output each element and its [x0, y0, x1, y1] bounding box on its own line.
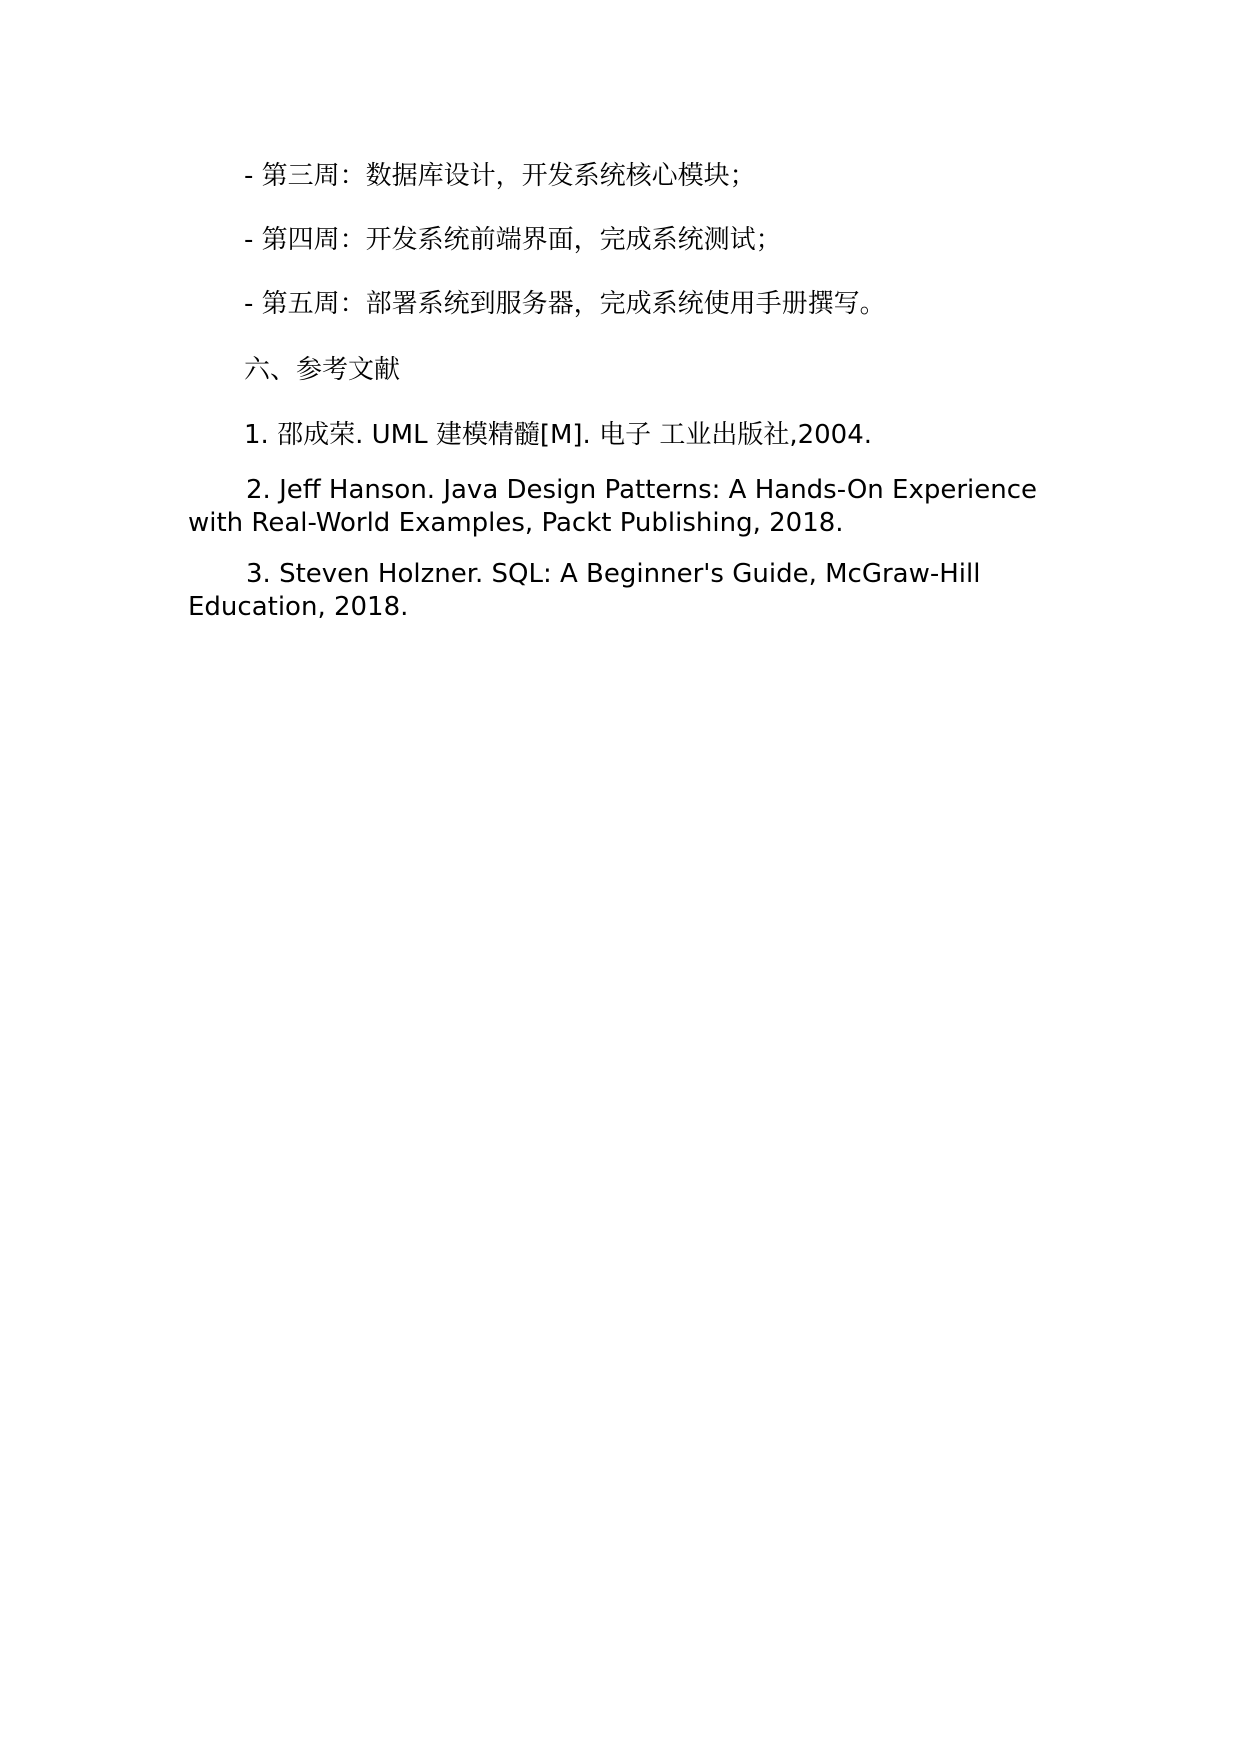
- reference-item: 1. 邵成荣. UML 建模精髓[M]. 电子 工业出版社,2004.: [244, 420, 873, 450]
- schedule-week4: - 第四周：开发系统前端界面，完成系统测试；: [244, 225, 782, 255]
- reference-item: 3. Steven Holzner. SQL: A Beginner's Guide, McGraw-Hill Education, 2018.: [188, 559, 981, 622]
- reference-item: 2. Jeff Hanson. Java Design Patterns: A Hands-On Experience with Real-World Examples, Packt Publishing, 2018.: [188, 475, 1038, 538]
- references-heading: 六、参考文献: [244, 355, 401, 385]
- schedule-week3: - 第三周：数据库设计，开发系统核心模块；: [244, 161, 756, 191]
- schedule-week5: - 第五周：部署系统到服务器，完成系统使用手册撰写。: [244, 289, 886, 319]
